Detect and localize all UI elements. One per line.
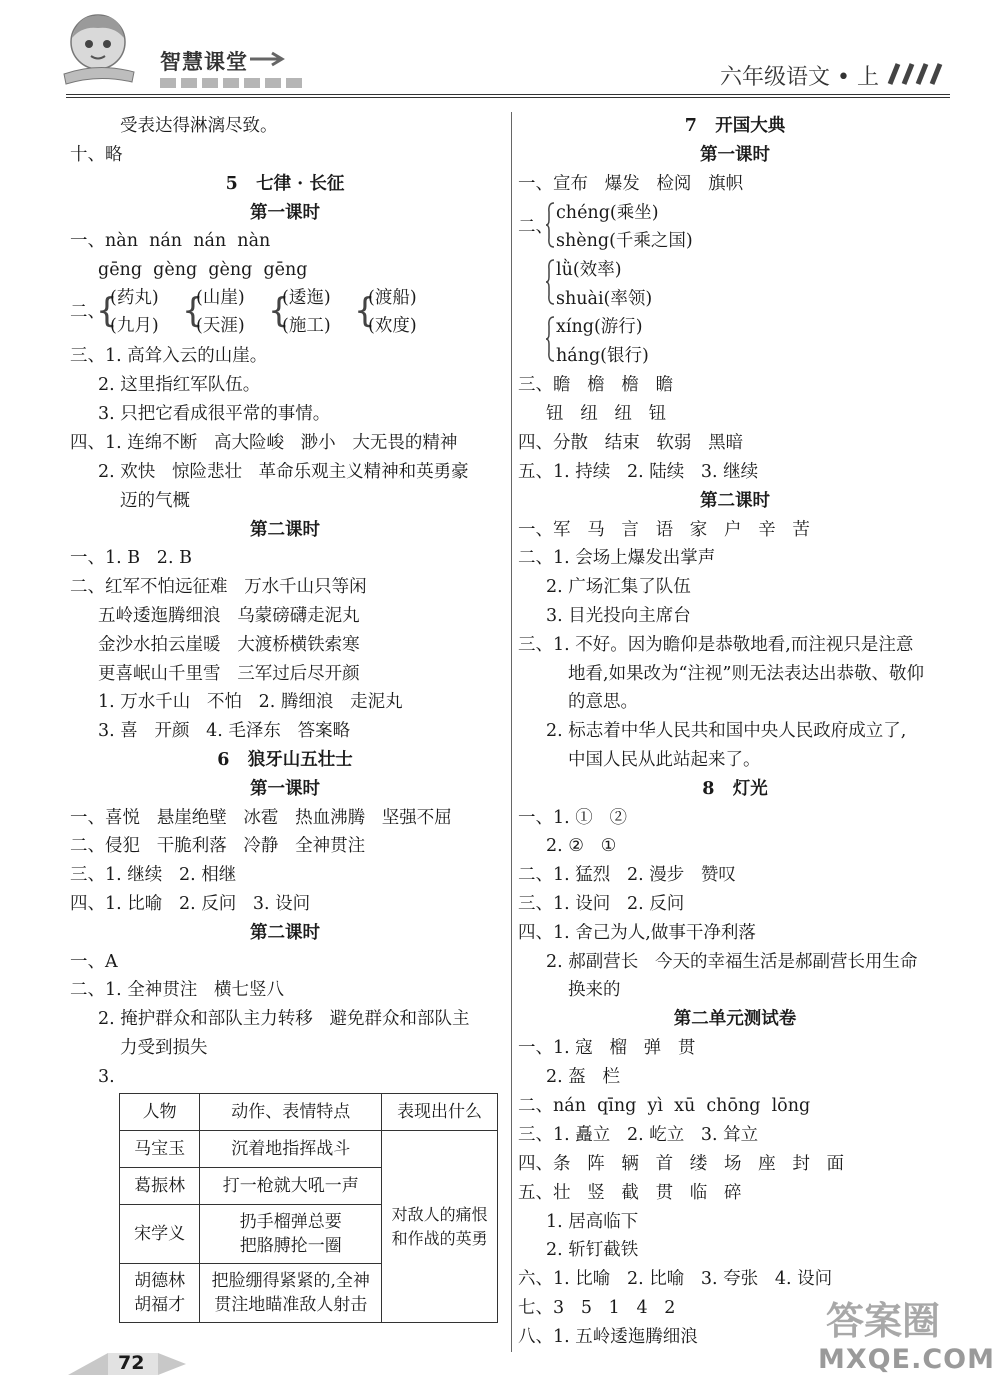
text-line: 二、1. 全神贯注 横七竖八 bbox=[70, 980, 284, 1000]
header-rule bbox=[66, 94, 950, 98]
text-line: 2. 欢快 惊险悲壮 革命乐观主义精神和英勇豪 bbox=[98, 462, 469, 482]
text-line: 的意思。 bbox=[568, 692, 638, 712]
text-line: 一、1. 寇 榴 弹 贯 bbox=[518, 1038, 696, 1058]
text-line: 五、壮 竖 截 贯 临 碎 bbox=[518, 1183, 742, 1203]
text-line: 3. bbox=[98, 1067, 115, 1087]
text-line: 2. 这里指红军队伍。 bbox=[98, 375, 261, 395]
text-line: 八、1. 五岭逶迤腾细浪 bbox=[518, 1327, 698, 1347]
brace-icon bbox=[545, 316, 555, 362]
text-line: 二、 bbox=[70, 302, 105, 322]
section-heading: 第二课时 bbox=[700, 491, 770, 511]
text-line: 更喜岷山千里雪 三军过后尽开颜 bbox=[98, 664, 360, 684]
brace-icon: { bbox=[354, 291, 376, 331]
text-line: 受表达得淋漓尽致。 bbox=[120, 116, 278, 136]
brace-icon bbox=[545, 202, 555, 248]
mascot-illustration bbox=[58, 8, 138, 86]
pinyin-item: chéng(乘坐) bbox=[556, 203, 659, 223]
text-line: 2. ② ① bbox=[546, 836, 617, 856]
lesson-title: 8 灯光 bbox=[702, 779, 768, 799]
table-header-cell: 动作、表情特点 bbox=[200, 1094, 382, 1131]
table-cell: 宋学义 bbox=[120, 1205, 200, 1264]
word-pair-top: (逶迤) bbox=[282, 288, 331, 308]
table-header-cell: 表现出什么 bbox=[382, 1094, 498, 1131]
section-heading: 第一课时 bbox=[700, 145, 770, 165]
table-cell: 胡德林 胡福才 bbox=[120, 1264, 200, 1323]
text-line: 3. 目光投向主席台 bbox=[546, 606, 691, 626]
table-cell-merged: 对敌人的痛恨 和作战的英勇 bbox=[382, 1131, 498, 1323]
text-line: 十、略 bbox=[70, 145, 123, 165]
section-heading: 第一课时 bbox=[250, 779, 320, 799]
text-line: 3. 喜 开颜 4. 毛泽东 答案略 bbox=[98, 721, 351, 741]
section-heading: 第二课时 bbox=[250, 923, 320, 943]
text-line: 三、1. 继续 2. 相继 bbox=[70, 865, 237, 885]
text-line: 换来的 bbox=[568, 980, 621, 1000]
table-cell: 扔手榴弹总要 把胳膊抡一圈 bbox=[200, 1205, 382, 1264]
text-line: 五岭逶迤腾细浪 乌蒙磅礴走泥丸 bbox=[98, 606, 360, 626]
table-cell: 沉着地指挥战斗 bbox=[200, 1131, 382, 1168]
text-line: 金沙水拍云崖暖 大渡桥横铁索寒 bbox=[98, 635, 360, 655]
text-line: 二、1. 猛烈 2. 漫步 赞叹 bbox=[518, 865, 736, 885]
pinyin-item: háng(银行) bbox=[556, 346, 649, 366]
word-pair-bottom: (欢度) bbox=[368, 316, 417, 336]
text-line: 2. 斩钉截铁 bbox=[546, 1240, 639, 1260]
brace-icon: { bbox=[182, 291, 204, 331]
stripes-decoration bbox=[882, 62, 946, 86]
pinyin-item: shuài(率领) bbox=[556, 289, 653, 309]
text-line: 一、1. ① ② bbox=[518, 808, 627, 828]
word-pair-top: (渡船) bbox=[368, 288, 417, 308]
text-line: 一、军 马 言 语 家 户 辛 苦 bbox=[518, 520, 810, 540]
word-pair-bottom: (施工) bbox=[282, 316, 331, 336]
text-line: gēng gèng gèng gēng bbox=[98, 260, 308, 280]
word-pair-top: (药丸) bbox=[110, 288, 159, 308]
header-title: 智慧课堂 bbox=[160, 50, 248, 74]
character-table bbox=[119, 1093, 498, 1323]
text-line: 二、红军不怕远征难 万水千山只等闲 bbox=[70, 577, 367, 597]
text-line: 一、喜悦 悬崖绝壁 冰雹 热血沸腾 坚强不屈 bbox=[70, 808, 452, 828]
table-cell: 葛振林 bbox=[120, 1168, 200, 1205]
text-line: 二、1. 会场上爆发出掌声 bbox=[518, 548, 716, 568]
pinyin-item: xíng(游行) bbox=[556, 317, 643, 337]
lesson-title: 6 狼牙山五壮士 bbox=[217, 750, 353, 770]
section-heading: 第二单元测试卷 bbox=[673, 1009, 797, 1029]
text-line: 四、1. 舍己为人,做事干净利落 bbox=[518, 923, 756, 943]
text-line: 二、nán qīng yì xū chōng lōng bbox=[518, 1096, 811, 1116]
header-subject: 六年级语文 • 上 bbox=[720, 65, 879, 90]
text-line: 一、宣布 爆发 检阅 旗帜 bbox=[518, 174, 744, 194]
text-line: 3. 只把它看成很平常的事情。 bbox=[98, 404, 331, 424]
lesson-title: 7 开国大典 bbox=[684, 116, 786, 136]
watermark-text: MXQE.COM bbox=[818, 1344, 995, 1375]
text-line: 2. 盔 栏 bbox=[546, 1067, 620, 1087]
column-divider bbox=[511, 112, 512, 1352]
text-line: 三、1. 不好。因为瞻仰是恭敬地看,而注视只是注意 bbox=[518, 635, 914, 655]
text-line: 一、nàn nán nán nàn bbox=[70, 231, 271, 251]
section-heading: 第二课时 bbox=[250, 520, 320, 540]
header-decoration bbox=[160, 78, 302, 88]
word-pair-top: (山崖) bbox=[196, 288, 245, 308]
text-line: 2. 广场汇集了队伍 bbox=[546, 577, 691, 597]
text-line: 迈的气概 bbox=[120, 491, 190, 511]
text-line: 四、1. 比喻 2. 反问 3. 设问 bbox=[70, 894, 311, 914]
page-number: 72 bbox=[118, 1352, 145, 1374]
table-header-row bbox=[120, 1094, 498, 1131]
table-row bbox=[120, 1131, 498, 1168]
word-pair-bottom: (天涯) bbox=[196, 316, 245, 336]
text-line: 二、 bbox=[518, 217, 553, 237]
table-cell: 把脸绷得紧紧的,全神 贯注地瞄准敌人射击 bbox=[200, 1264, 382, 1323]
text-line: 2. 掩护群众和部队主力转移 避免群众和部队主 bbox=[98, 1009, 470, 1029]
text-line: 1. 万水千山 不怕 2. 腾细浪 走泥丸 bbox=[98, 692, 403, 712]
section-heading: 第一课时 bbox=[250, 203, 320, 223]
text-line: 一、1. B 2. B bbox=[70, 548, 192, 568]
text-line: 三、瞻 檐 檐 瞻 bbox=[518, 375, 674, 395]
watermark-logo: 答案圈 bbox=[826, 1299, 941, 1343]
text-line: 三、1. 设问 2. 反问 bbox=[518, 894, 685, 914]
text-line: 一、A bbox=[70, 952, 118, 972]
pinyin-item: lǜ(效率) bbox=[556, 260, 622, 280]
brace-icon: { bbox=[268, 291, 290, 331]
text-line: 中国人民从此站起来了。 bbox=[568, 750, 761, 770]
text-line: 2. 标志着中华人民共和国中央人民政府成立了, bbox=[546, 721, 907, 741]
table-cell: 打一枪就大吼一声 bbox=[200, 1168, 382, 1205]
text-line: 六、1. 比喻 2. 比喻 3. 夸张 4. 设问 bbox=[518, 1269, 833, 1289]
text-line: 四、1. 连绵不断 高大险峻 渺小 大无畏的精神 bbox=[70, 433, 458, 453]
text-line: 力受到损失 bbox=[120, 1038, 208, 1058]
text-line: 2. 郝副营长 今天的幸福生活是郝副营长用生命 bbox=[546, 952, 918, 972]
text-line: 地看,如果改为“注视”则无法表达出恭敬、敬仰 bbox=[568, 664, 924, 684]
text-line: 三、1. 高耸入云的山崖。 bbox=[70, 346, 268, 366]
table-header-cell: 人物 bbox=[120, 1094, 200, 1131]
pinyin-item: shèng(千乘之国) bbox=[556, 231, 693, 251]
table-cell: 马宝玉 bbox=[120, 1131, 200, 1168]
text-line: 五、1. 持续 2. 陆续 3. 继续 bbox=[518, 462, 759, 482]
word-pair-bottom: (九月) bbox=[110, 316, 159, 336]
text-line: 四、条 阵 辆 首 缕 场 座 封 面 bbox=[518, 1154, 845, 1174]
text-line: 四、分散 结束 软弱 黑暗 bbox=[518, 433, 744, 453]
lesson-title: 5 七律 · 长征 bbox=[225, 174, 345, 194]
brace-icon: { bbox=[96, 291, 118, 331]
text-line: 七、3 5 1 4 2 bbox=[518, 1298, 676, 1318]
arrow-icon bbox=[250, 50, 290, 68]
text-line: 三、1. 矗立 2. 屹立 3. 耸立 bbox=[518, 1125, 759, 1145]
text-line: 二、侵犯 干脆利落 冷静 全神贯注 bbox=[70, 836, 366, 856]
text-line: 钮 纽 纽 钮 bbox=[546, 404, 667, 424]
text-line: 1. 居高临下 bbox=[546, 1212, 639, 1232]
brace-icon bbox=[545, 259, 555, 305]
